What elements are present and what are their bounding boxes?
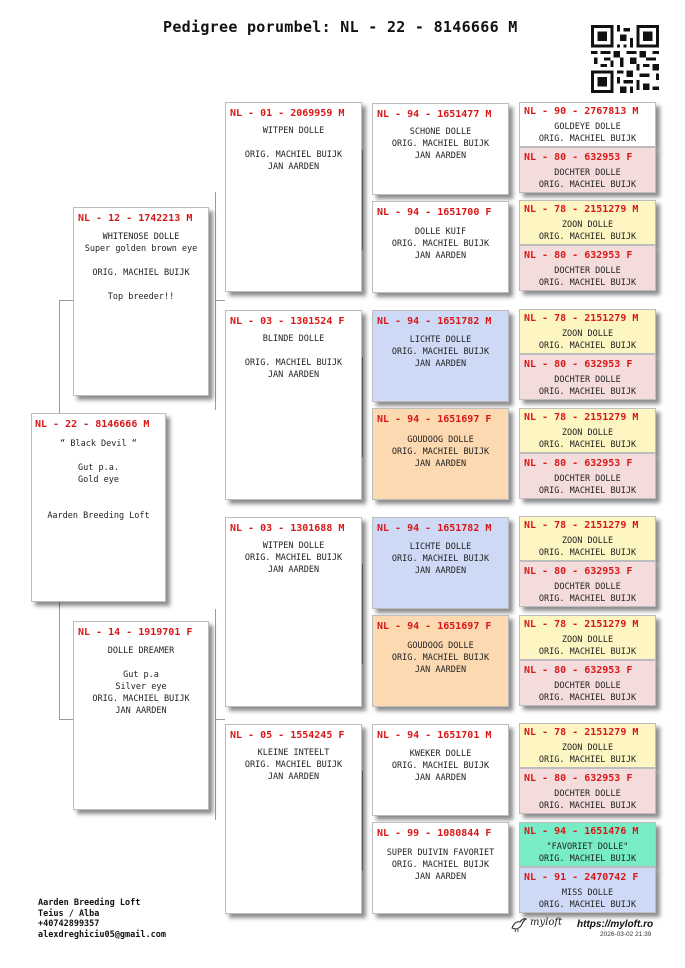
pedigree-card-ancestor[interactable] [519,723,656,768]
pedigree-card-ancestor[interactable] [519,453,656,499]
info-line [32,450,165,462]
pedigree-card-ancestor[interactable] [519,408,656,453]
ring-number: NL - 12 - 1742213 M [78,213,193,224]
ring-number: NL - 80 - 632953 F [524,250,633,261]
pedigree-card-ancestor[interactable] [519,102,656,147]
info-line: WITPEN DOLLE [262,126,325,136]
info-line: SCHONE DOLLE [409,127,472,137]
info-line [74,255,208,267]
pedigree-card-ancestor[interactable] [519,147,656,193]
info-line: ORIG. MACHIEL BUIJK [244,358,343,368]
pedigree-card-grandparent[interactable] [225,310,362,500]
info-line: ORIG. MACHIEL BUIJK [244,553,343,563]
ring-number: NL - 80 - 632953 F [524,152,633,163]
ring-number: NL - 94 - 1651700 F [377,207,492,218]
info-line: ORIG. MACHIEL BUIJK [538,854,637,864]
info-line: LICHTE DOLLE [409,335,472,345]
pedigree-card-ancestor[interactable] [519,660,656,706]
info-line: ORIG. MACHIEL BUIJK [538,387,637,397]
info-line [226,345,361,357]
info-line: ORIG. MACHIEL BUIJK [538,594,637,604]
info-line: JAN AARDEN [414,872,467,882]
ring-number: NL - 94 - 1651697 F [377,621,492,632]
qr-code [591,25,659,93]
info-line: LICHTE DOLLE [409,542,472,552]
pedigree-card-great-grandparent[interactable] [372,615,509,707]
website-link[interactable]: https://myloft.ro [577,919,654,930]
ring-number: NL - 78 - 2151279 M [524,520,639,531]
info-line: DOCHTER DOLLE [554,168,621,178]
info-line: ORIG. MACHIEL BUIJK [391,447,490,457]
info-line: JAN AARDEN [267,370,320,380]
info-line [32,486,165,498]
info-line: ZOON DOLLE [561,743,614,753]
info-line: DOCHTER DOLLE [554,375,621,385]
info-line: ORIG. MACHIEL BUIJK [391,761,490,771]
info-line: Gut p.a. [78,463,119,473]
info-line: ORIG. MACHIEL BUIJK [538,278,637,288]
info-line: ORIG. MACHIEL BUIJK [538,548,637,558]
info-line: MISS DOLLE [561,888,614,898]
info-line: ORIG. MACHIEL BUIJK [538,647,637,657]
ring-number: NL - 94 - 1651701 M [377,730,492,741]
pedigree-card-great-grandparent[interactable] [372,822,509,914]
info-line: JAN AARDEN [414,151,467,161]
info-line: JAN AARDEN [414,773,467,783]
info-line: DOLLE DREAMER [107,646,175,656]
info-line: ORIG. MACHIEL BUIJK [92,694,190,704]
connector [215,719,225,720]
info-line: DOCHTER DOLLE [554,789,621,799]
ring-number: NL - 94 - 1651476 M [524,826,639,837]
info-line: SUPER DUIVIN FAVORIET [386,848,495,858]
info-line: ORIG. MACHIEL BUIJK [391,239,490,249]
info-line: Silver eye [115,682,167,692]
ring-number: NL - 14 - 1919701 F [78,627,193,638]
info-line: “ Black Devil “ [60,439,137,449]
info-line [226,137,361,149]
ring-number: NL - 80 - 632953 F [524,458,633,469]
info-line: ORIG. MACHIEL BUIJK [244,760,343,770]
info-line: ORIG. MACHIEL BUIJK [538,693,637,703]
pedigree-card-subject[interactable] [31,413,166,602]
pedigree-card-grandparent[interactable] [225,102,362,292]
pedigree-card-grandparent[interactable] [225,724,362,914]
info-line: JAN AARDEN [115,706,167,716]
pedigree-card-ancestor[interactable] [519,867,656,913]
ring-number: NL - 80 - 632953 F [524,566,633,577]
info-line: ZOON DOLLE [561,635,614,645]
info-line [74,279,208,291]
info-line: ORIG. MACHIEL BUIJK [538,180,637,190]
info-line: DOCHTER DOLLE [554,266,621,276]
info-line: Gut p.a [123,670,159,680]
info-line: KWEKER DOLLE [409,749,472,759]
pedigree-card-great-grandparent[interactable] [372,408,509,500]
pedigree-card-ancestor[interactable] [519,309,656,354]
pedigree-card-great-grandparent[interactable] [372,310,509,402]
connector [59,719,73,720]
ring-number: NL - 94 - 1651477 M [377,109,492,120]
info-line: Aarden Breeding Loft [47,511,150,521]
connector [362,771,363,871]
ring-number: NL - 94 - 1651782 M [377,316,492,327]
info-line: GOUDOOG DOLLE [407,641,474,651]
info-line [32,498,165,510]
ring-number: NL - 78 - 2151279 M [524,412,639,423]
info-line: ORIG. MACHIEL BUIJK [244,150,343,160]
connector [215,609,216,820]
info-line: WHITENOSE DOLLE [102,232,180,242]
ring-number: NL - 78 - 2151279 M [524,727,639,738]
info-line: DOCHTER DOLLE [554,582,621,592]
ring-number: NL - 78 - 2151279 M [524,313,639,324]
pedigree-card-ancestor[interactable] [519,245,656,291]
pigeon-logo-icon [510,915,528,933]
info-line: DOLLE KUIF [414,227,467,237]
info-line: JAN AARDEN [414,459,467,469]
info-line: JAN AARDEN [414,566,467,576]
connector [59,300,73,301]
pedigree-card-ancestor[interactable] [519,768,656,814]
info-line: ORIG. MACHIEL BUIJK [391,347,490,357]
ring-number: NL - 94 - 1651782 M [377,523,492,534]
pedigree-card-ancestor[interactable] [519,561,656,607]
info-line: Top breeder!! [107,292,175,302]
ring-number: NL - 03 - 1301688 M [230,523,345,534]
breeder-name: Aarden Breeding Loft [38,898,141,908]
info-line: JAN AARDEN [414,251,467,261]
pedigree-card-grandparent[interactable] [225,517,362,707]
info-line: JAN AARDEN [267,565,320,575]
info-line: GOUDOOG DOLLE [407,435,474,445]
info-line: DOCHTER DOLLE [554,474,621,484]
ring-number: NL - 78 - 2151279 M [524,619,639,630]
info-line: ORIG. MACHIEL BUIJK [92,268,190,278]
info-line: ORIG. MACHIEL BUIJK [538,801,637,811]
info-line: JAN AARDEN [414,359,467,369]
breeder-location: Teius / Alba [38,908,100,919]
info-line [74,657,208,669]
pedigree-card-ancestor[interactable] [519,516,656,561]
info-line: "FAVORIET DOLLE" [546,842,629,852]
info-line: ORIG. MACHIEL BUIJK [391,653,490,663]
info-line: JAN AARDEN [267,162,320,172]
info-line: ORIG. MACHIEL BUIJK [538,341,637,351]
generated-timestamp: 2026-03-02 21:39 [600,931,652,938]
info-line: DOCHTER DOLLE [554,681,621,691]
pedigree-card-great-grandparent[interactable] [372,103,509,195]
info-line: ORIG. MACHIEL BUIJK [391,139,490,149]
info-line: ZOON DOLLE [561,329,614,339]
pedigree-card-ancestor[interactable] [519,354,656,400]
page-title: Pedigree porumbel: NL - 22 - 8146666 M [163,18,518,36]
ring-number: NL - 22 - 8146666 M [35,419,150,430]
info-line: WITPEN DOLLE [262,541,325,551]
info-line: Gold eye [78,475,119,485]
info-line: ORIG. MACHIEL BUIJK [538,486,637,496]
breeder-phone[interactable]: +40742899357 [38,919,100,929]
breeder-email[interactable]: alexdreghiciu05@gmail.com [38,929,166,940]
info-line: KLEINE INTEELT [257,748,330,758]
ring-number: NL - 05 - 1554245 F [230,730,345,741]
info-line: ORIG. MACHIEL BUIJK [538,134,637,144]
info-line: ORIG. MACHIEL BUIJK [391,554,490,564]
ring-number: NL - 78 - 2151279 M [524,204,639,215]
ring-number: NL - 03 - 1301524 F [230,316,345,327]
info-line: JAN AARDEN [267,772,320,782]
ring-number: NL - 80 - 632953 F [524,665,633,676]
ring-number: NL - 94 - 1651697 F [377,414,492,425]
breeder-contact [38,898,166,940]
ring-number: NL - 01 - 2069959 M [230,108,345,119]
pedigree-card-ancestor[interactable] [519,200,656,245]
info-line: ORIG. MACHIEL BUIJK [391,860,490,870]
info-line: ORIG. MACHIEL BUIJK [538,232,637,242]
pedigree-card-great-grandparent[interactable] [372,201,509,293]
info-line: JAN AARDEN [414,665,467,675]
info-line: BLINDE DOLLE [262,334,325,344]
pedigree-card-sire[interactable] [73,207,209,396]
info-line: ZOON DOLLE [561,536,614,546]
connector [215,192,216,410]
ring-number: NL - 99 - 1080844 F [377,828,492,839]
connector [362,357,363,457]
pedigree-card-great-grandparent[interactable] [372,724,509,816]
pedigree-card-ancestor[interactable] [519,822,656,867]
ring-number: NL - 90 - 2767813 M [524,106,639,117]
info-line: ORIG. MACHIEL BUIJK [538,900,637,910]
info-line: GOLDEYE DOLLE [554,122,621,132]
connector [362,564,363,664]
connector [215,300,225,301]
info-line: Super golden brown eye [84,244,198,254]
pedigree-card-great-grandparent[interactable] [372,517,509,609]
pedigree-card-dam[interactable] [73,621,209,810]
info-line: ORIG. MACHIEL BUIJK [538,755,637,765]
info-line: ZOON DOLLE [561,220,614,230]
pedigree-card-ancestor[interactable] [519,615,656,660]
ring-number: NL - 80 - 632953 F [524,773,633,784]
info-line: ORIG. MACHIEL BUIJK [538,440,637,450]
ring-number: NL - 91 - 2470742 F [524,872,639,883]
ring-number: NL - 80 - 632953 F [524,359,633,370]
connector [362,150,363,250]
brand-logo: myloft [530,917,563,928]
info-line: ZOON DOLLE [561,428,614,438]
